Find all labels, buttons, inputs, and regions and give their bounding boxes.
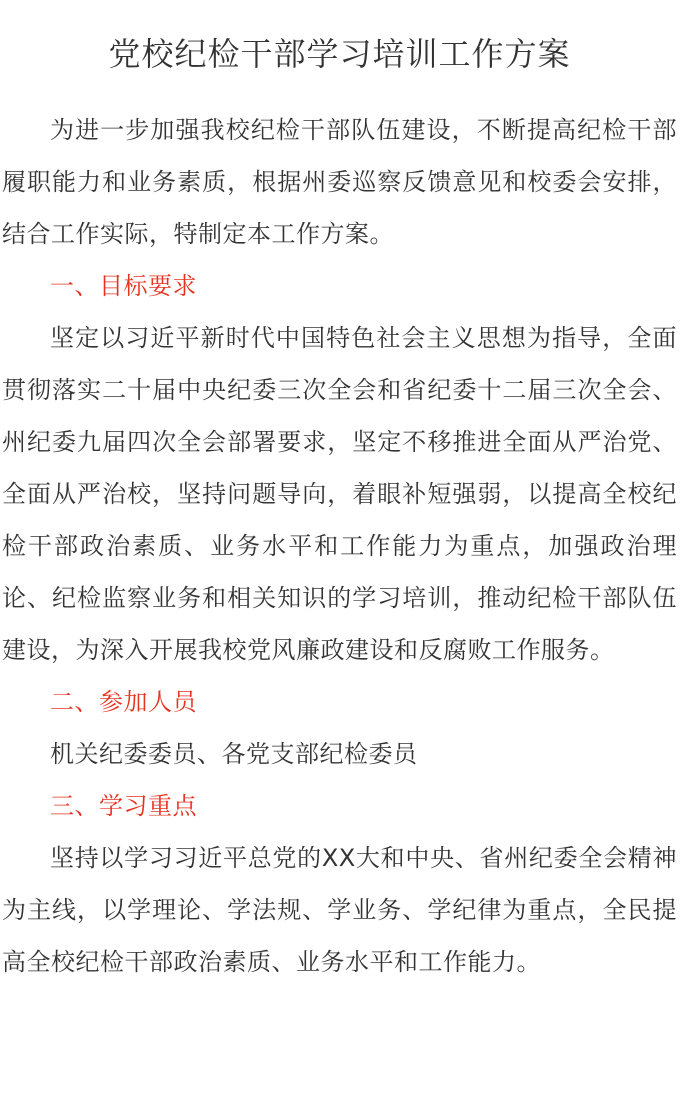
section-body-participants: 机关纪委委员、各党支部纪检委员: [50, 740, 418, 768]
document-body: [2, 104, 677, 988]
document-title: 党校纪检干部学习培训工作方案: [108, 35, 571, 73]
section-heading-participants: 二、参加人员: [50, 688, 197, 716]
intro-paragraph: 为进一步加强我校纪检干部队伍建设，不断提高纪检干部履职能力和业务素质，根据州委巡察反馈意见和校委会安排，结合工作实际，特制定本工作方案。: [2, 116, 677, 248]
section-body-focus: 坚持以学习习近平总党的XX大和中央、省州纪委全会精神为主线，以学理论、学法规、学业务、学纪律为重点，全民提高全校纪检干部政治素质、业务水平和工作能力。: [2, 844, 677, 976]
section-body-goals: 坚定以习近平新时代中国特色社会主义思想为指导，全面贯彻落实二十届中央纪委三次全会和省纪委十二届三次全会、州纪委九届四次全会部署要求，坚定不移推进全面从严治党、全面从严治校，坚持问题导向，着眼补短强弱，以提高全校纪检干部政治素质、业务水平和工作能力为重点，加强政治理论、纪检监察业务和相关知识的学习培训，推动纪检干部队伍建设，为深入开展我校党风廉政建设和反腐败工作服务。: [2, 324, 677, 664]
section-heading-goals: 一、目标要求: [50, 272, 197, 300]
section-heading-focus: 三、学习重点: [50, 792, 197, 820]
